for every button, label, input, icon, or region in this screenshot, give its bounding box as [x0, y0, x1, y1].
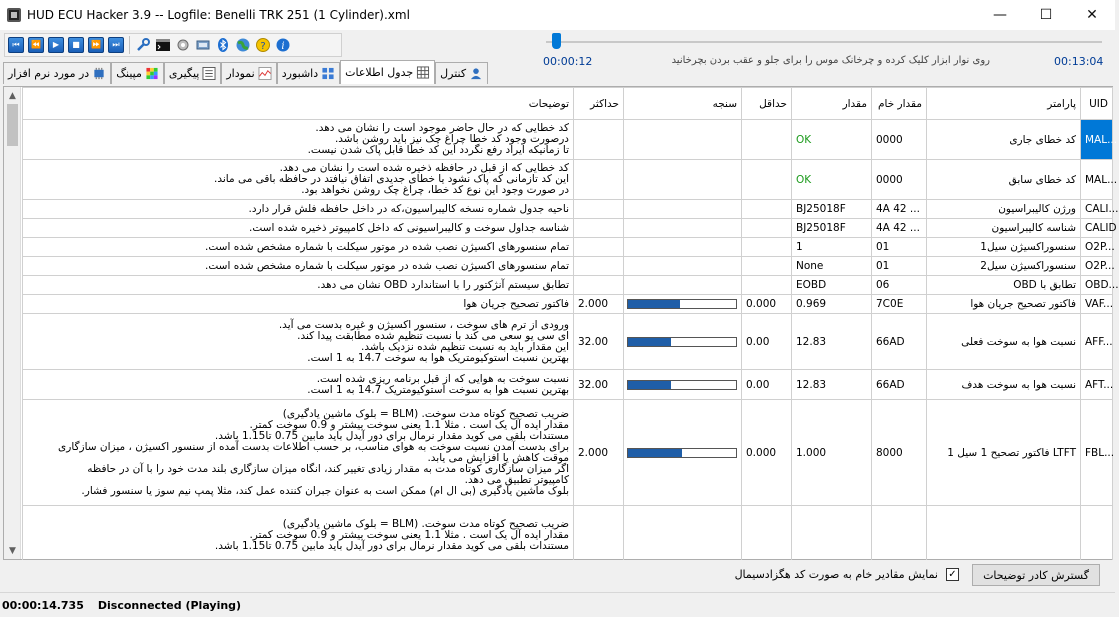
cell-description	[23, 120, 574, 160]
gauge-fill	[628, 338, 671, 346]
cell-value[interactable]	[792, 506, 872, 566]
user-icon	[469, 67, 483, 80]
scrollbar-thumb[interactable]	[7, 104, 18, 146]
cell-param[interactable]: کد خطای جاری	[927, 120, 1081, 160]
cell-max	[574, 506, 624, 566]
gauge-fill	[628, 449, 682, 457]
description-line: کد خطایی که از قبل در حافظه ذخیره شده است را نشان می دهد.	[279, 162, 569, 174]
tab-label: جدول اطلاعات	[345, 66, 414, 79]
cell-raw[interactable]: 01	[872, 238, 927, 257]
cell-value[interactable]: OK	[792, 160, 872, 200]
description-line: بلوک ماشین یادگیری (بی ال ام) ممکن است به عنوان جبران کننده عمل کند، مثلا پمپ نیم سوز یا سنسور فشار.	[81, 484, 569, 497]
help-icon	[255, 37, 271, 53]
maximize-button[interactable]: ☐	[1039, 7, 1053, 23]
description-line: ضریب تصحیح کوتاه مدت سوخت. (BLM = بلوک ماشین یادگیری)	[282, 518, 569, 530]
gauge-bar	[627, 337, 737, 347]
tab-label: مپینگ	[116, 67, 142, 80]
cell-value[interactable]: 0.969	[792, 295, 872, 314]
cell-uid[interactable]: VAF...	[1081, 295, 1113, 314]
tab-about[interactable]	[3, 62, 111, 84]
cell-max	[574, 200, 624, 219]
description-line: این مقدار باید به نسبت تنظیم شده نزدیک باشد.	[361, 340, 569, 353]
playback-slider-track[interactable]	[546, 41, 1102, 43]
description-line: این کد تازمانی که پاک نشود یا خطای جدیدی اتفاق نیافتد در حافظه باقی می ماند.	[214, 173, 569, 185]
description-line: ناحیه جدول شماره نسخه کالیبراسیون،که در داخل حافظه فلش قرار دارد.	[248, 202, 569, 215]
hex-checkbox[interactable]: ✓	[946, 568, 959, 581]
cell-description	[23, 160, 574, 200]
description-line: مقدار ایده آل یک است . مثلا 1.1 یعنی سوخت بیشتر و 0.9 سوخت کمتر.	[249, 418, 569, 431]
col-header-min[interactable]: حداقل	[742, 88, 792, 120]
line-chart-icon	[258, 67, 272, 80]
tab-control[interactable]	[435, 62, 488, 84]
cell-value[interactable]: None	[792, 257, 872, 276]
list-icon	[202, 67, 216, 80]
tab-label: پیگیری	[168, 67, 200, 80]
cell-value[interactable]: 1.000	[792, 400, 872, 506]
title-bar	[0, 0, 1115, 30]
cell-min	[742, 160, 792, 200]
tab-label: نمودار	[226, 67, 255, 80]
cell-raw[interactable]: 7C0E	[872, 295, 927, 314]
fast-forward-button[interactable]	[87, 36, 105, 54]
description-line: نسبت سوخت به هوایی که از قبل برنامه ریزی شده است.	[316, 372, 569, 385]
cell-uid[interactable]: MAL...	[1081, 160, 1113, 200]
cell-description	[23, 370, 574, 400]
cell-min: 0.000	[742, 295, 792, 314]
cell-min	[742, 238, 792, 257]
cell-gauge	[624, 400, 742, 506]
cell-min	[742, 506, 792, 566]
tab-label: در مورد نرم افزار	[8, 67, 90, 80]
cell-value[interactable]: EOBD	[792, 276, 872, 295]
tab-bar	[3, 60, 488, 84]
description-line: در صورت وجود این نوع کد خطا، چراغ چک روشن نخواهد بود.	[301, 184, 569, 196]
tab-label: داشبورد	[281, 67, 319, 80]
scroll-down-icon[interactable]: ▼	[9, 545, 16, 556]
description-line: شناسه جداول سوخت و کالیبراسیونی که داخل کامپیوتر ذخیره شده است.	[249, 221, 569, 234]
settings-button[interactable]	[174, 36, 192, 54]
cell-min	[742, 120, 792, 160]
col-header-max[interactable]: حداکثر	[574, 88, 624, 120]
vertical-scrollbar[interactable]	[4, 87, 21, 559]
col-header-raw[interactable]: مقدار خام	[872, 88, 927, 120]
close-button[interactable]: ✕	[1086, 7, 1098, 23]
tab-chart[interactable]	[221, 62, 276, 84]
cell-raw[interactable]: 66AD	[872, 370, 927, 400]
col-header-uid[interactable]: UID	[1081, 88, 1113, 120]
table-row[interactable]	[23, 276, 1113, 295]
cell-value[interactable]: OK	[792, 120, 872, 160]
description-line: فاکتور تصحیح جریان هوا	[463, 297, 569, 310]
svg-text:?: ?	[260, 41, 266, 52]
cell-uid[interactable]	[1081, 506, 1113, 566]
cell-param[interactable]: سنسوراکسیژن سیل2	[927, 257, 1081, 276]
cell-raw[interactable]: 06	[872, 276, 927, 295]
table-row[interactable]	[23, 400, 1113, 506]
cell-uid[interactable]: FBL...	[1081, 400, 1113, 506]
terminal-button[interactable]	[154, 36, 172, 54]
skip-start-icon: ⏮	[8, 37, 24, 53]
time-end: 00:13:04	[1054, 55, 1104, 68]
cell-description	[23, 295, 574, 314]
info-icon	[275, 37, 291, 53]
cell-gauge	[624, 295, 742, 314]
description-line: ای سی یو سعی می کند با نسبت تنظیم شده مطابقت پیدا کند.	[297, 329, 569, 342]
description-line: درصورت وجود کد خطا چراغ چک نیز باید روشن باشد.	[334, 133, 569, 145]
col-header-gauge[interactable]: سنجه	[624, 88, 742, 120]
cell-uid[interactable]: O2P...	[1081, 257, 1113, 276]
cell-value[interactable]: BJ25018F	[792, 219, 872, 238]
cell-max	[574, 219, 624, 238]
cell-min	[742, 257, 792, 276]
cell-description	[23, 506, 574, 566]
cell-min: 0.00	[742, 370, 792, 400]
cell-max	[574, 238, 624, 257]
cell-param[interactable]: ورژن کالیبراسیون	[927, 200, 1081, 219]
expand-description-button[interactable]: گسترش کادر توضیحات	[972, 564, 1100, 586]
cell-gauge	[624, 238, 742, 257]
gauge-bar	[627, 299, 737, 309]
cell-gauge	[624, 506, 742, 566]
tab-data-table[interactable]	[340, 60, 435, 84]
description-line: ورودی از ترم های سوخت ، سنسور اکسیژن و غیره بدست می آید.	[278, 318, 569, 331]
toolbar	[4, 33, 342, 57]
dashboard-icon	[321, 67, 335, 80]
cell-gauge	[624, 120, 742, 160]
cell-uid[interactable]: AFT...	[1081, 370, 1113, 400]
slider-hint: روی نوار ابزار کلیک کرده و چرخانک موس را برای جلو و عقب بردن بچرخانید	[671, 55, 990, 66]
cell-param[interactable]	[927, 506, 1081, 566]
table-row[interactable]	[23, 219, 1113, 238]
cell-max: 2.000	[574, 400, 624, 506]
tab-mapping[interactable]	[111, 62, 164, 84]
table-row[interactable]	[23, 314, 1113, 370]
cell-max	[574, 160, 624, 200]
description-line: مستندات بلقی می کوید مقدار نرمال برای دور آیدل باید مابین 0.75 تا1.15 باشد.	[214, 540, 569, 552]
col-header-value[interactable]: مقدار	[792, 88, 872, 120]
globe-icon	[235, 37, 251, 53]
description-line: موقت کاهش یا افزایش می یابد.	[427, 451, 569, 464]
cell-description	[23, 257, 574, 276]
cell-value[interactable]: 1	[792, 238, 872, 257]
tab-tracking[interactable]	[164, 62, 221, 84]
cell-uid[interactable]: OBD...	[1081, 276, 1113, 295]
table-row[interactable]	[23, 120, 1113, 160]
cell-gauge	[624, 219, 742, 238]
bottom-bar	[0, 560, 1115, 592]
cell-uid[interactable]: AFF...	[1081, 314, 1113, 370]
cell-min: 0.000	[742, 400, 792, 506]
stop-icon: ■	[68, 37, 84, 53]
description-line: بهترین نسبت هوا به سوخت استوکیومتریک 14.7 به 1 است.	[307, 383, 569, 396]
bluetooth-button[interactable]	[214, 36, 232, 54]
tab-label: کنترل	[440, 67, 467, 80]
cell-max	[574, 276, 624, 295]
data-table	[22, 87, 1119, 566]
hex-checkbox-label: نمایش مقادیر خام به صورت کد هگزادسیمال	[734, 568, 938, 581]
cell-description	[23, 219, 574, 238]
wrench-button[interactable]	[134, 36, 152, 54]
cell-max	[574, 120, 624, 160]
cell-param[interactable]: کد خطای سابق	[927, 160, 1081, 200]
cell-uid[interactable]: CALID	[1081, 219, 1113, 238]
table-row[interactable]	[23, 506, 1113, 566]
cell-param[interactable]: تطابق با OBD	[927, 276, 1081, 295]
table-row[interactable]	[23, 238, 1113, 257]
globe-button[interactable]	[234, 36, 252, 54]
cell-min: 0.00	[742, 314, 792, 370]
description-line: کد خطایی که در حال حاضر موجود است را نشان می دهد.	[315, 122, 569, 134]
cell-param[interactable]: LTFT فاکتور تصحیح 1 سیل 1	[927, 400, 1081, 506]
play-icon: ▶	[48, 37, 64, 53]
tab-dashboard[interactable]	[277, 62, 340, 84]
playback-slider-thumb[interactable]	[552, 33, 561, 49]
description-line: تا زمانیکه ایراد رفع نگردد این کد خطا قابل پاک شدن نیست.	[307, 144, 569, 156]
gauge-bar	[627, 380, 737, 390]
cell-raw[interactable]: 01	[872, 257, 927, 276]
cell-gauge	[624, 257, 742, 276]
chip-button[interactable]	[194, 36, 212, 54]
cell-param[interactable]: نسبت هوا به سوخت هدف	[927, 370, 1081, 400]
table-row[interactable]	[23, 200, 1113, 219]
cell-raw[interactable]: 0000	[872, 160, 927, 200]
play-button[interactable]	[47, 36, 65, 54]
description-line: برای بدست آمدن نسبت سوخت به هوای مناسب، بر حسب اطلاعات بدست آمده از سنسور اکسیژن ، میزان سازگاری	[58, 440, 569, 453]
gauge-fill	[628, 300, 680, 308]
cell-gauge	[624, 370, 742, 400]
help-button[interactable]	[254, 36, 272, 54]
minimize-button[interactable]: —	[993, 7, 1007, 23]
cell-min	[742, 200, 792, 219]
cell-max: 32.00	[574, 314, 624, 370]
cell-gauge	[624, 160, 742, 200]
table-header-row	[23, 88, 1113, 120]
cell-raw[interactable]: 8000	[872, 400, 927, 506]
cell-param[interactable]: نسبت هوا به سوخت فعلی	[927, 314, 1081, 370]
bluetooth-icon	[215, 37, 231, 53]
cell-min	[742, 276, 792, 295]
app-chip-icon	[7, 8, 21, 22]
cell-gauge	[624, 314, 742, 370]
description-line: تطابق سیستم آنژکتور را با استاندارد OBD نشان می دهد.	[317, 278, 569, 291]
skip-end-button[interactable]	[107, 36, 125, 54]
table-row[interactable]	[23, 295, 1113, 314]
table-row[interactable]	[23, 370, 1113, 400]
data-grid	[3, 86, 1119, 560]
table-icon	[416, 66, 430, 79]
gauge-bar	[627, 448, 737, 458]
cell-min	[742, 219, 792, 238]
cell-uid[interactable]: CALI...	[1081, 200, 1113, 219]
cell-raw[interactable]: 66AD	[872, 314, 927, 370]
grid-map-icon	[145, 67, 159, 80]
skip-end-icon: ⏭	[108, 37, 124, 53]
window-title: HUD ECU Hacker 3.9 -- Logfile: Benelli TRK 251 (1 Cylinder).xml	[27, 8, 410, 22]
scroll-up-icon[interactable]: ▲	[9, 90, 16, 101]
table-row[interactable]	[23, 257, 1113, 276]
cell-raw[interactable]: 4A 42 ...	[872, 200, 927, 219]
cell-uid[interactable]: MAL...	[1081, 120, 1113, 160]
description-line: اگر میزان سازگاری کوتاه مدت به مقدار زیادی تغییر کند، انگاه میزان سازگاری بلند مدت خود را با آن در حافظه	[87, 462, 569, 475]
rewind-icon: ⏪	[28, 37, 44, 53]
cell-uid[interactable]: O2P...	[1081, 238, 1113, 257]
cell-gauge	[624, 200, 742, 219]
description-line: تمام سنسورهای اکسیژن نصب شده در موتور سیکلت با شماره مشخص شده است.	[205, 240, 569, 253]
col-header-desc[interactable]: توضیحات	[23, 88, 574, 120]
cell-description	[23, 314, 574, 370]
cell-param[interactable]: سنسوراکسیژن سیل1	[927, 238, 1081, 257]
cell-raw[interactable]	[872, 506, 927, 566]
stop-button[interactable]	[67, 36, 85, 54]
cell-description	[23, 238, 574, 257]
toolbar-separator	[129, 36, 130, 54]
gauge-fill	[628, 381, 671, 389]
cell-max: 32.00	[574, 370, 624, 400]
window-controls	[977, 0, 1115, 30]
cell-value[interactable]: 12.83	[792, 314, 872, 370]
col-header-param[interactable]: پارامتر	[927, 88, 1081, 120]
status-state: Disconnected (Playing)	[97, 598, 242, 612]
description-line: مستندات بلقی می کوید مقدار نرمال برای دور آیدل باید مابین 0.75 تا1.15 باشد.	[214, 429, 569, 442]
cell-max: 2.000	[574, 295, 624, 314]
chip-icon	[195, 37, 211, 53]
table-row[interactable]	[23, 160, 1113, 200]
cell-max	[574, 257, 624, 276]
skip-start-button[interactable]	[7, 36, 25, 54]
description-line: ضریب تصحیح کوتاه مدت سوخت. (BLM = بلوک ماشین یادگیری)	[282, 407, 569, 420]
rewind-button[interactable]	[27, 36, 45, 54]
description-line: کامپیوتر تطبیق می دهد.	[464, 473, 569, 486]
cell-raw[interactable]: 4A 42 ...	[872, 219, 927, 238]
description-line: تمام سنسورهای اکسیژن نصب شده در موتور سیکلت با شماره مشخص شده است.	[205, 259, 569, 272]
cell-param[interactable]: شناسه کالیبراسیون	[927, 219, 1081, 238]
cell-description	[23, 400, 574, 506]
cell-gauge	[624, 276, 742, 295]
status-time: 00:00:14.735	[2, 598, 84, 612]
terminal-icon	[155, 37, 171, 53]
cell-raw[interactable]: 0000	[872, 120, 927, 160]
chip-icon	[92, 67, 106, 80]
status-bar	[0, 592, 1115, 617]
fast-forward-icon: ⏩	[88, 37, 104, 53]
cell-value[interactable]: BJ25018F	[792, 200, 872, 219]
info-button[interactable]	[274, 36, 292, 54]
settings-icon	[175, 37, 191, 53]
cell-description	[23, 200, 574, 219]
cell-param[interactable]: فاکتور تصحیح جریان هوا	[927, 295, 1081, 314]
description-line: بهترین نسبت استوکیومتریک هوا به سوخت 14.7 به 1 است.	[307, 351, 569, 364]
cell-value[interactable]: 12.83	[792, 370, 872, 400]
svg-text:i: i	[281, 41, 285, 52]
time-start: 00:00:12	[543, 55, 593, 68]
wrench-icon	[135, 37, 151, 53]
cell-description	[23, 276, 574, 295]
description-line: مقدار ایده آل یک است . مثلا 1.1 یعنی سوخت بیشتر و 0.9 سوخت کمتر.	[249, 529, 569, 541]
